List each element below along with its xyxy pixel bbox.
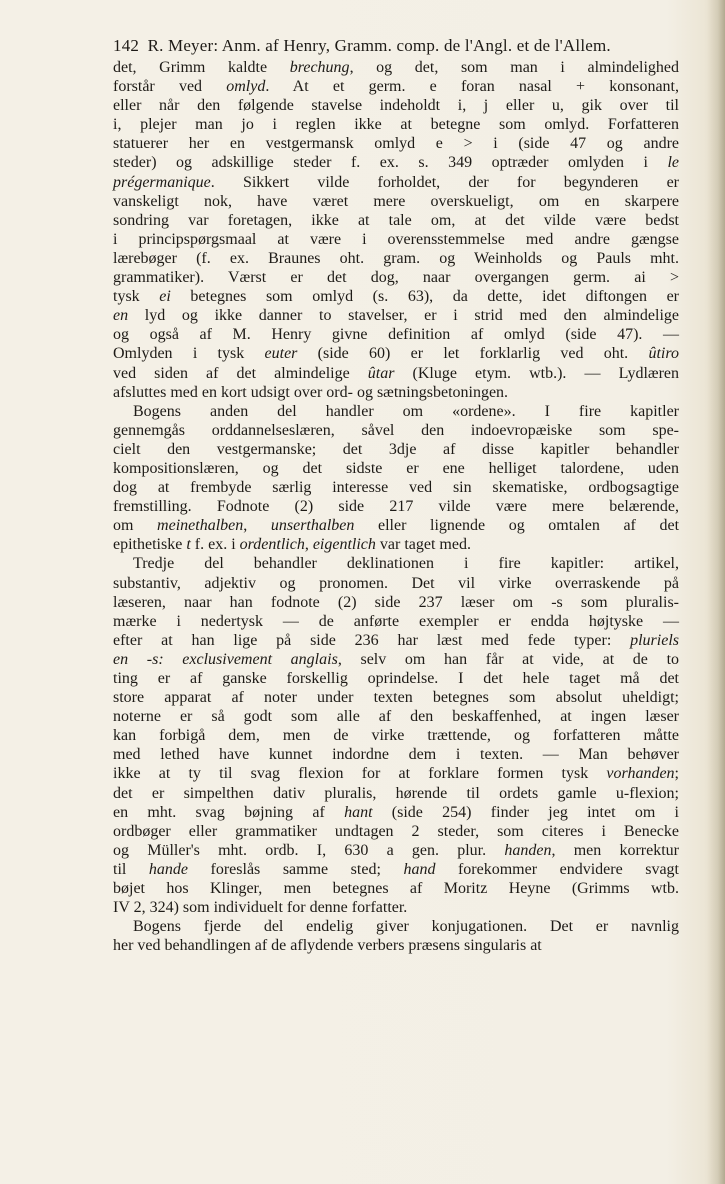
text-line: om meinethalben, unserthalben eller lignende og omtalen af det [113,517,680,535]
text-line: noterne er så godt som alle af den beskaffenhed, at ingen læser [113,708,679,726]
text-line: tysk ei betegnes som omlyd (s. 63), da dette, idet diftongen er [113,288,680,306]
text-line: og Müller's mht. ordb. I, 630 a gen. plur. handen, men korrektur [113,841,680,859]
text-line: til hande foreslås samme sted; hand forekommer endvidere svagt [113,860,679,878]
text-line: en lyd og ikke danner to stavelser, er i strid med den almindelige [113,307,679,325]
text-line: ikke at ty til svag flexion for at forklare formen tysk vorhanden; [113,765,679,783]
text-line: ting er af ganske forskellig oprindelse. I det hele taget må det [113,670,679,687]
text-line: gennemgås orddannelseslæren, såvel den indoevropæiske som spe- [113,421,679,439]
text-line: substantiv, adjektiv og pronomen. Det vil virke overraskende på [113,574,679,592]
text-line: dog at frembyde særlig interesse ved sin skematiske, ordbogsagtige [113,479,679,497]
text-line: fremstilling. Fodnote (2) side 217 vilde være mere belærende, [113,498,679,516]
text-line: kan forbigå dem, men de virke trættende, og forfatteren måtte [113,727,679,745]
text-line: Bogens anden del handler om «ordene». I fire kapitler [133,402,679,420]
text-line: det er simpelthen dativ pluralis, hørende til ordets gamle u-flexion; [113,784,679,802]
text-line: læseren, naar han fodnote (2) side 237 læser om -s som pluralis- [113,593,679,611]
text-line: en -s: exclusivement anglais, selv om han får at vide, at de to [113,650,680,668]
text-line: lærebøger (f. ex. Braunes oht. gram. og Weinholds og Pauls mht. [113,249,679,267]
text-line: i, plejer man jo i reglen ikke at betegne som omlyd. Forfatteren [113,116,679,134]
text-line: efter at han lige på side 236 har læst med fede typer: pluriels [113,631,679,649]
text-line: i principspørgsmaal at være i overensstemmelse med andre gængse [113,230,679,248]
text-line: grammatiker). Værst er det dog, naar overgangen germ. ai > [113,269,679,287]
text-line: prégermanique. Sikkert vilde forholdet, der for begynderen er [113,173,679,191]
body-text [113,58,679,955]
page-number: 142 [113,36,140,55]
text-line: ordbøger eller grammatiker undtagen 2 steder, som citeres i Benecke [113,822,679,840]
page-edge-shadow [707,0,725,1184]
text-line: forstår ved omlyd. At et germ. e foran nasal + konsonant, [113,78,679,96]
text-line: eller når den følgende stavelse indeholdt i, j eller u, gik over til [113,97,679,115]
text-line: bøjet hos Klinger, men betegnes af Moritz Heyne (Grimms wtb. [113,880,679,898]
text-line: med lethed have kunnet indordne dem i texten. — Man behøver [113,746,679,764]
text-line: det, Grimm kaldte brechung, og det, som man i almindelighed [113,59,680,76]
running-head [113,36,673,56]
text-line: kompositionslæren, og det sidste er ene helliget talordene, uden [113,459,679,477]
text-line: store apparat af noter under texten betegnes som absolut uheldigt; [113,689,679,707]
running-title: R. Meyer: Anm. af Henry, Gramm. comp. de l'Angl. et de l'Allem. [147,36,611,55]
text-line: statuerer her en vestgermansk omlyd e > i (side 47 og andre [113,135,679,153]
text-line: sondring var foretagen, ikke at tale om, at det vilde være bedst [113,211,679,229]
text-line: IV 2, 324) som individuelt for denne forfatter. [113,899,408,917]
text-line: steder) og adskillige steder f. ex. s. 349 optræder omlyden i le [113,154,679,172]
text-line: ved siden af det almindelige ûtar (Kluge etym. wtb.). — Lydlæren [113,364,679,382]
text-line: her ved behandlingen af de aflydende verbers præsens singularis at [113,937,542,955]
text-line: cielt den vestgermanske; det 3dje af disse kapitler behandler [113,440,679,458]
text-line: Tredje del behandler deklinationen i fire kapitler: artikel, [133,555,679,573]
text-line: vanskeligt nok, have været mere overskueligt, om en skarpere [113,192,679,210]
text-line: epithetiske t f. ex. i ordentlich, eigentlich var taget med. [113,536,471,554]
text-line: og også af M. Henry givne definition af omlyd (side 47). — [113,326,679,344]
text-line: afsluttes med en kort udsigt over ord- og sætningsbetoningen. [113,383,509,401]
text-line: Omlyden i tysk euter (side 60) er let forklarlig ved oht. ûtiro [113,345,679,363]
text-line: mærke i nedertysk — de anførte exempler er endda højtyske — [113,612,679,630]
text-line: en mht. svag bøjning af hant (side 254) finder jeg intet om i [113,803,680,821]
text-line: Bogens fjerde del endelig giver konjugationen. Det er navnlig [133,918,679,936]
